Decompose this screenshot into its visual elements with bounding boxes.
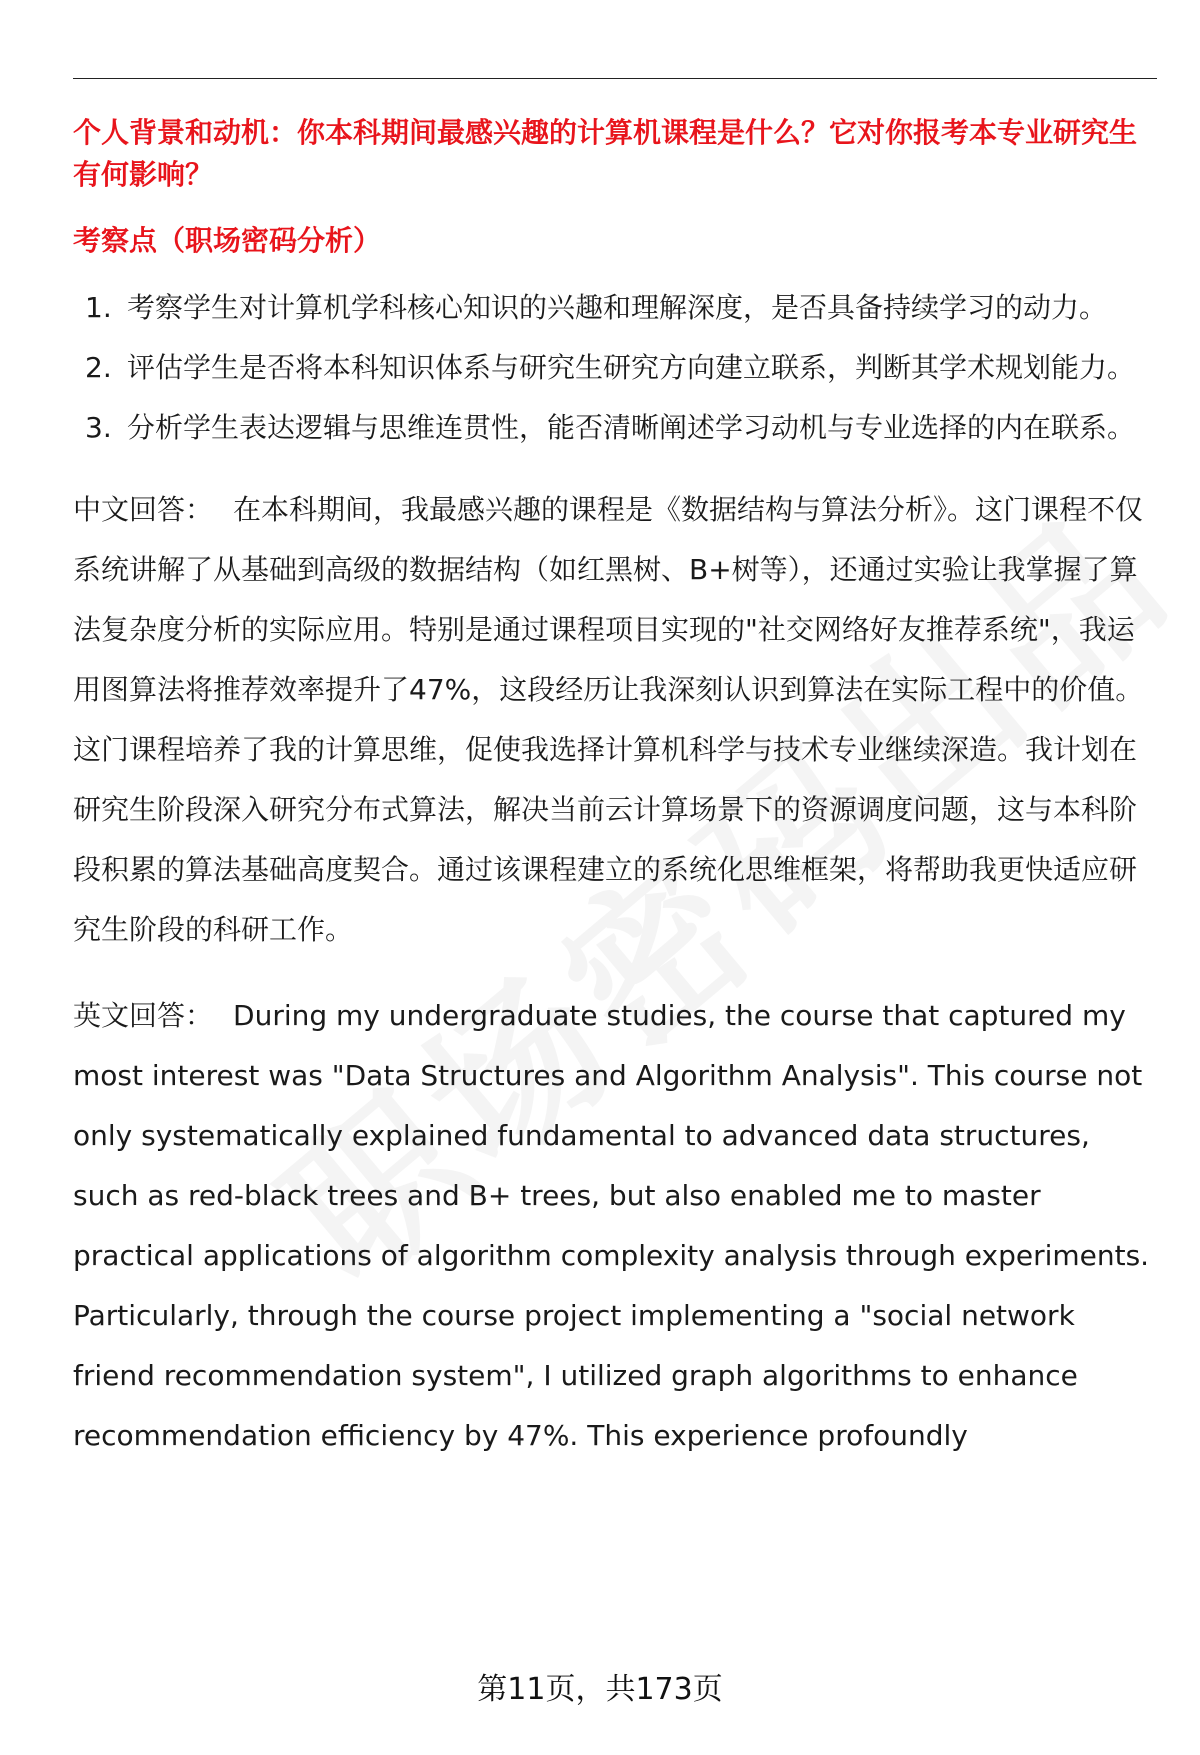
- chinese-answer-label: 中文回答：: [73, 493, 214, 526]
- list-item: [73, 278, 1157, 338]
- section-title: 考察点（职场密码分析）: [73, 224, 382, 257]
- chinese-answer: [73, 480, 1157, 960]
- english-answer-label: 英文回答：: [73, 999, 214, 1032]
- assessment-points: [73, 278, 1157, 458]
- list-item-text: 评估学生是否将本科知识体系与研究生研究方向建立联系，判断其学术规划能力。: [127, 351, 1136, 384]
- english-answer: [73, 986, 1157, 1466]
- list-item: [73, 398, 1157, 458]
- list-item-text: 分析学生表达逻辑与思维连贯性，能否清晰阐述学习动机与专业选择的内在联系。: [127, 411, 1136, 444]
- chinese-answer-text: 在本科期间，我最感兴趣的课程是《数据结构与算法分析》。这门课程不仅系统讲解了从基础到高级的数据结构（如红黑树、B+树等），还通过实验让我掌握了算法复杂度分析的实际应用。特别是通过课程项目实现的"社交网络好友推荐系统"，我运用图算法将推荐效率提升了47%，这段经历让我深刻认识到算法在实际工程中的价值。这门课程培养了我的计算思维，促使我选择计算机科学与技术专业继续深造。我计划在研究生阶段深入研究分布式算法，解决当前云计算场景下的资源调度问题，这与本科阶段积累的算法基础高度契合。通过该课程建立的系统化思维框架，将帮助我更快适应研究生阶段的科研工作。: [73, 493, 1144, 946]
- question-heading: 个人背景和动机：你本科期间最感兴趣的计算机课程是什么？它对你报考本专业研究生有何影响？: [73, 116, 1138, 191]
- list-item-number: 2.: [85, 351, 112, 384]
- english-answer-text: During my undergraduate studies, the course that captured my most interest was "Data Structures and Algorithm Analysis". This course not only systematically explained fundamental to advanced data structures, such as red-black trees and B+ trees, but also enabled me to master practical applications of algorithm complexity analysis through experiments. Particularly, through the course project implementing a "social network friend recommendation system", I utilized graph algorithms to enhance recommendation efficiency by 47%. This experience profoundly: [73, 999, 1150, 1452]
- list-item: [73, 338, 1157, 398]
- page-content: [73, 104, 1157, 1466]
- list-item-number: 3.: [85, 411, 112, 444]
- header-rule: [73, 78, 1157, 79]
- page-number: 第11页，共173页: [477, 1672, 723, 1707]
- list-item-text: 考察学生对计算机学科核心知识的兴趣和理解深度，是否具备持续学习的动力。: [127, 291, 1108, 324]
- list-item-number: 1.: [85, 291, 112, 324]
